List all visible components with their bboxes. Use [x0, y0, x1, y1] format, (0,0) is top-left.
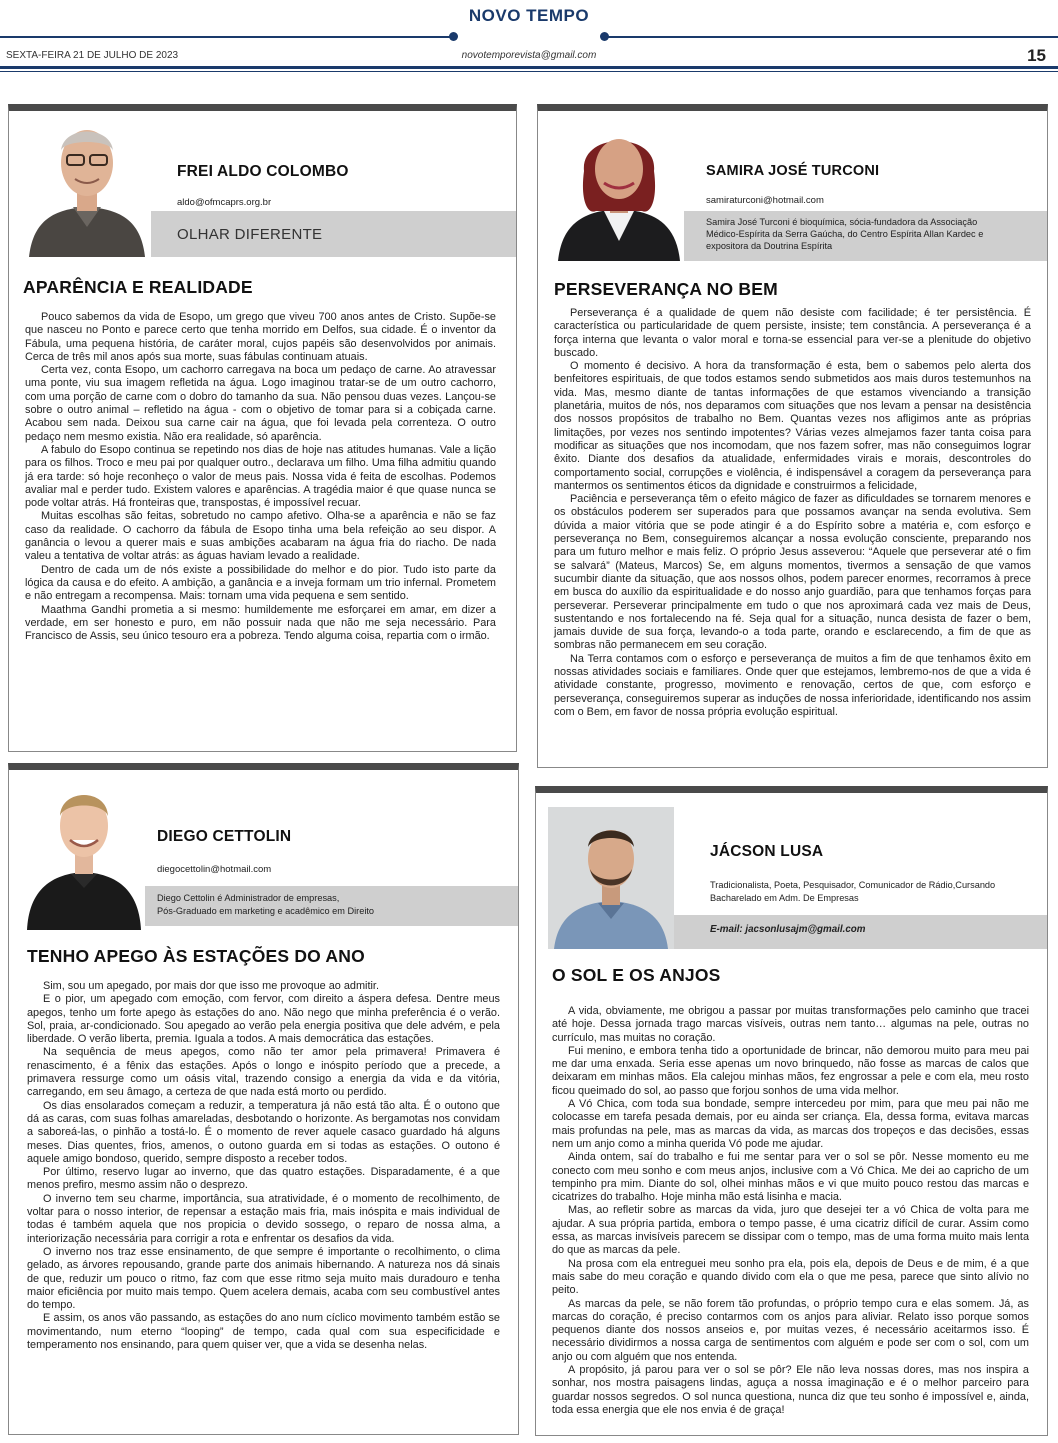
article-samira-turconi	[537, 104, 1048, 768]
header-rule-thin	[0, 71, 1058, 72]
paragraph: Dentro de cada um de nós existe a possibilidade do melhor e do pior. Tudo isto parte da lógica da causa e do efeito. A ambição, a ganância e a inveja formam um trio infernal. Prometem e não entregam a recompensa. Mais: tornam uma vida pequena e sem sentido.	[25, 563, 496, 603]
author-name: FREI ALDO COLOMBO	[177, 163, 349, 180]
article-title: O SOL E OS ANJOS	[552, 965, 721, 985]
paragraph: Certa vez, conta Esopo, um cachorro carregava na boca um pedaço de carne. Ao atravessar uma ponte, viu sua imagem refletida na água. Logo imaginou tratar-se de um outro cachorro, com uma porção de carne com o dobro do tamanho da sua. Não pensou duas vezes. Lançou-se sobre o outro animal – refletido na água - com o objetivo de tomar para si a cobiçada carne. Acabou sem nada. Deixou sua carne cair na água, que foi levada pela correnteza. O outro pedaço nem mesmo existia. Não era realidade, só aparência.	[25, 364, 496, 443]
author-name: SAMIRA JOSÉ TURCONI	[706, 163, 880, 179]
paragraph: E assim, os anos vão passando, as estações do ano num cíclico movimento também estão se movimentando, num eterno “looping” de tempo, cada qual com sua especificidade e temperamento nos ensinando, para quem quiser ver, que a vida se desenha nelas.	[27, 1312, 500, 1352]
paragraph: Perseverança é a qualidade de quem não desiste com facilidade; é ter persistência. É característica ou particularidade de quem persiste, insiste; tem constância. A perseverança é a força interna que levanta o valor moral e torna-se essencial para ver-se a plenitude do objetivo buscado.	[554, 307, 1031, 359]
author-photo-aldo	[23, 111, 151, 257]
paragraph: A vida, obviamente, me obrigou a passar por muitas transformações pelo caminho que tracei até hoje. Dessa jornada trago marcas visíveis, outras nem tanto… algumas na pele, outras no currículo, mas muitas no coração.	[552, 1005, 1029, 1044]
paragraph: O inverno nos traz esse ensinamento, de que sempre é importante o recolhimento, o clima gelado, as árvores repousando, grande parte dos animais hibernando. A natureza nos dá sinais de que, reduzir um pouco o ritmo, faz com que esse ritmo seja muito mais duradouro e tenha maior eficiência por muito mais tempo. Quem acelera demais, acaba com seu combustível antes do tempo.	[27, 1245, 500, 1312]
paragraph: O momento é decisivo. A hora da transformação é esta, bem o sabemos pelo alerta dos benfeitores espirituais, de que todos estamos sendo submetidos aos mais duros testemunhos na vida. Mas, mesmo diante de tantas informações de que estamos vivenciando a transição planetária, muitos de nós, nos deparamos com situações que nos levam a pensar na desistência dos nossos propósitos de trabalho no Bem. Quantas vezes nos afligimos ante as próprias limitações, por vezes nos sentindo impotentes? Várias vezes almejamos fazer tanta coisa para modificar as situações que nos incomodam, que nos fazem sofrer, mas não conseguimos lograr êxito. Diante dos desafios da atualidade, enfermidades virais e morais, descontroles do comportamento social, corrupções e violência, é indispensável a coragem da perseverança para mantermos os sentimentos éticos da dignidade e construirmos a felicidade,	[554, 360, 1031, 492]
paragraph: Os dias ensolarados começam a reduzir, a temperatura já não está tão alta. É o outono que dá as caras, com suas folhas amareladas, desbotando o horizonte. As bergamotas nos convidam a saboreá-las, o pinhão a tostá-lo. É o momento de rever aquele casaco guardado há alguns meses. Dias quentes, frios, amenos, o outono guarda em si todas as estações. O outono é aquele amigo bondoso, querido, sempre disposto a receber todos.	[27, 1099, 500, 1165]
paragraph: Mas, ao refletir sobre as marcas da vida, juro que desejei ter a vó Chica de volta para me ajudar. A sua própria partida, embora o tempo passe, é uma cicatriz difícil de curar. Assim como essa, as marcas invisíveis parecem se dissipar com o tempo, mas de uma forma muito mais lenta do que as marcas da pele.	[552, 1204, 1029, 1257]
masthead-dot-left	[449, 32, 458, 41]
paragraph: Na Terra contamos com o esforço e perseverança de muitos a fim de que tenhamos êxito em nossas atividades sociais e familiares. Onde quer que estejamos, lembremo-nos de que a vida é atividade constante, progresso, movimento e renovação, certos de que, com esforço e perseverança, conseguiremos superar as induções de nossa inferioridade, identificando nos assim com o Bem, em favor de nossa própria evolução espiritual.	[554, 652, 1031, 718]
author-bio-line2: Bacharelado em Adm. De Empresas	[710, 893, 859, 903]
article-title: TENHO APEGO ÀS ESTAÇÕES DO ANO	[27, 946, 365, 966]
paragraph: Pouco sabemos da vida de Esopo, um grego que viveu 700 anos antes de Cristo. Supõe-se que nasceu no Ponto e parece certo que tenha morrido em Delfos, sua cidade. É o inventor da Fábula, uma pequena história, de caráter moral, cujos papéis são desenvolvidos por animais. Cerca de três mil anos após sua morte, suas fábulas continuam atuais.	[25, 311, 496, 363]
article-body	[554, 307, 1031, 719]
paragraph: A propósito, já parou para ver o sol se pôr? Ele não leva nossas dores, mas nos inspira a sonhar, nos mostra paisagens lindas, aguça a nossa imaginação e é o melhor parceiro para guardar nossos segredos. O sol nunca questiona, nunca diz que teu sonho é impossível e, ainda, toda essa energia que ele nos envia é de graça!	[552, 1364, 1029, 1416]
paragraph: Na sequência de meus apegos, como não ter amor pela primavera! Primavera é renascimento, é a fênix das estações. Após o longo e inóspito período que a precede, a primavera ressurge como um oásis vital, trazendo consigo a energia da vida e da vitória, carregando, em seu âmago, a certeza de que nada está morto ou perdido.	[27, 1046, 500, 1099]
paragraph: Ainda ontem, saí do trabalho e fui me sentar para ver o sol se pôr. Nesse momento eu me conecto com meu sonho e com meus anjos, inclusive com a Vó Chica. Me dei ao capricho de um tempinho pra mim. Diante do sol, olhei minhas mãos e vi que muito pouco restou das marcas e cicatrizes do trabalho. Hoje minha mão está lisinha e macia.	[552, 1151, 1029, 1204]
paragraph: Na prosa com ela entreguei meu sonho pra ela, pois ela, depois de Deus e de mim, é a que mais sabe do meu coração e quando divido com ela o que me pesa, parece que sinto alívio no peito.	[552, 1257, 1029, 1297]
page-number: 15	[1027, 46, 1046, 65]
column-name: OLHAR DIFERENTE	[177, 226, 323, 243]
author-bio-line2: Pós-Graduado em marketing e acadêmico em Direito	[157, 906, 375, 916]
article-diego-cettolin	[8, 763, 519, 1435]
header-rule	[0, 66, 1058, 69]
issue-date: SEXTA-FEIRA 21 DE JULHO DE 2023	[6, 50, 179, 61]
author-bio-line1: Diego Cettolin é Administrador de empresas,	[157, 893, 340, 903]
article-title: APARÊNCIA E REALIDADE	[23, 277, 253, 297]
paragraph: Fui menino, e embora tenha tido a oportunidade de brincar, não demorou muito para meu pai me dar uma enxada. Seria esse apenas um novo brinquedo, não fosse as marcas de calos que deixaram em minhas mãos. Ela calejou minhas mãos, fez engrossar a pele e com ela, meu rosto ficou queimado do sol, ao passo que forjou sonhos de uma vida melhor.	[552, 1044, 1029, 1097]
author-email[interactable]: aldo@ofmcaprs.org.br	[177, 197, 272, 208]
article-aldo-colombo	[8, 104, 517, 752]
page-header	[0, 0, 1058, 80]
paragraph: Paciência e perseverança têm o efeito mágico de fazer as dificuldades se tornarem menores e os obstáculos poderem ser superados para que possamos avançar na senda evolutiva. Sem dúvida a maior vitória que se pode atingir é a do Espírito sobre a matéria e, com esforço e perseverança no Bem, conseguiremos alcançar a nossa evolução consciente, preparando nos para um futuro melhor e mais feliz. O próprio Jesus asseverou: “Aquele que perseverar até o fim se salvará” (Mateus, Marcos) Se, em alguns momentos, tivermos a sensação de que vamos sucumbir diante da situação, que aos nossos olhos, podem parecer enormes, recorramos à prece em busca do auxílio da espiritualidade e do nosso anjo guardião, para que tenhamos forças para perseverar. Perseverar principalmente em tudo o que nos aproximará cada vez mais de Deus, sustentando e nos fortalecendo na fé. Seja qual for a situação, nunca desista de fazer o bem, jamais duvide de sua força, levando-o a toda parte, orando e esclarecendo, a fim de que as sombras não permanecem em seu coração.	[554, 493, 1031, 652]
masthead-rule-right	[605, 36, 1058, 38]
article-title: PERSEVERANÇA NO BEM	[554, 279, 778, 299]
paragraph: As marcas da pele, se não forem tão profundas, o próprio tempo cura e elas somem. Já, as marcas do coração, é preciso contarmos com os anjos para aliviar. Relato isso porque somos pequenos diante dos nossos anseios e, por muitas vezes, é necessário aceitarmos isso. É necessário dividirmos a nossa carga de sentimentos com alguém e pode ser com o sol, com um anjo ou com alguém que nos entenda.	[552, 1297, 1029, 1363]
masthead: NOVO TEMPO	[468, 6, 590, 25]
paragraph: A fabulo do Esopo continua se repetindo nos dias de hoje nas atitudes humanas. Vale a lição para os filhos. Troco e meu pai por qualquer outro., declarava um filho. Uma filha admitiu quando já era tarde: só hoje reconheço o valor de meus pais. Nossa vida é feita de escolhas. Podemos avaliar mal e perder tudo. Existem valores e aparências. A tragédia maior é que quase nunca se pode voltar atrás. Há fronteiras que, transpostas, é impossível recuar.	[25, 443, 496, 510]
article-jacson-lusa	[535, 786, 1048, 1436]
paragraph: O inverno tem seu charme, importância, sua atratividade, é o momento de recolhimento, de voltar para o nosso interior, de repensar a estação mais fria, mais inóspita e mais individual de todas é também aquela que nos propicia o devido sossego, o reparo de nossa alma, a interiorização necessária para corrigir a rota e enfrentar os desafios da vida.	[27, 1192, 500, 1245]
article-body	[552, 1005, 1029, 1417]
paragraph: A Vó Chica, com toda sua bondade, sempre intercedeu por mim, para que meu pai não me colocasse em tarefa pesada demais, por eu ainda ser criança. Ela, dessa forma, evitava marcas mais profundas na pele, mas as marcas da vida, as marcas dos tropeços e das decisões, essas nem um anjo como a minha querida Vó pode me ajudar.	[552, 1098, 1029, 1150]
author-name: DIEGO CETTOLIN	[157, 828, 292, 845]
paragraph: Muitas escolhas são feitas, sobretudo no campo afetivo. Olha-se a aparência e não se faz caso da realidade. O cachorro da fábula de Esopo tinha uma bela refeição ao seu dispor. A ganância o levou a querer mais e suas ambições acabaram na água fria do riacho. De nada valeu a tentativa de voltar atrás: as águas haviam levado a realidade.	[25, 510, 496, 563]
publication-email[interactable]: novotemporevista@gmail.com	[461, 50, 597, 61]
masthead-rule-left	[0, 36, 455, 38]
author-photo-diego	[23, 770, 145, 930]
author-name: JÁCSON LUSA	[710, 843, 824, 860]
paragraph: Por último, reservo lugar ao inverno, que das quatro estações. Disparadamente, é a que menos prefiro, mesmo assim não o desprezo.	[27, 1166, 500, 1192]
author-bio: Samira José Turconi é bioquímica, sócia-fundadora da Associação Médico-Espírita da Serra Gaúcha, do Centro Espírita Allan Kardec e expositora da Doutrina Espírita	[706, 217, 984, 251]
article-body	[27, 980, 500, 1352]
paragraph: Sim, sou um apegado, por mais dor que isso me provoque ao admitir.	[43, 980, 379, 992]
paragraph: Maathma Gandhi prometia a si mesmo: humildemente me esforçarei em amar, em dizer a verdade, em ser honesto e puro, em não possuir nada que não me seja necessário. Para Francisco de Assis, seu único tesouro era a pobreza. Tendo alguma coisa, repartia com o irmão.	[25, 603, 496, 643]
author-bio-line1: Tradicionalista, Poeta, Pesquisador, Comunicador de Rádio,Cursando	[710, 880, 996, 890]
author-email[interactable]: E-mail: jacsonlusajm@gmail.com	[710, 924, 866, 935]
article-body	[25, 311, 496, 643]
paragraph: E o pior, um apegado com emoção, com fervor, com direito a áspera defesa. Dentre meus apegos, tenho um forte apego às estações do ano. Não nego que minha preferência é o verão. Sol, praia, ar-condicionado. Sou apegado ao verão pela energia positiva que dele advém, e pela liberdade. O verão liberta, premia. Iguala a todos. A mais democrática das estações.	[27, 993, 500, 1046]
author-photo-jacson	[548, 807, 674, 949]
author-photo-samira	[554, 111, 684, 261]
author-email[interactable]: samiraturconi@hotmail.com	[706, 195, 824, 206]
author-email[interactable]: diegocettolin@hotmail.com	[157, 864, 272, 875]
